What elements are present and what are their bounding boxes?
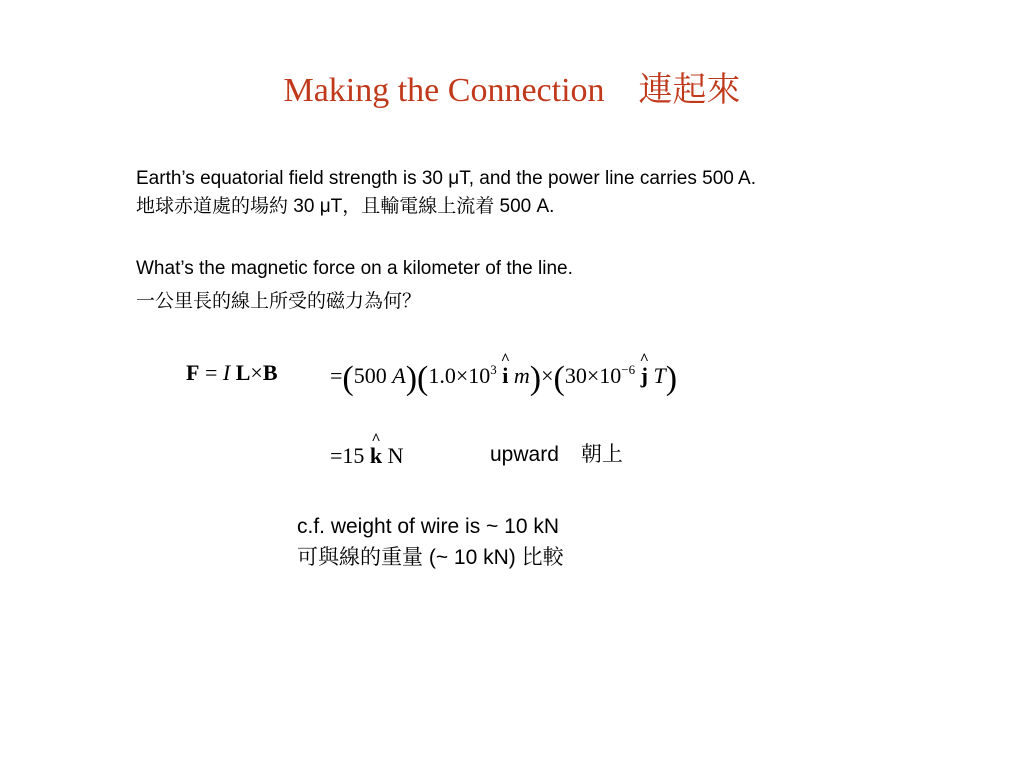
force-result: =15 ^ k N [330, 443, 404, 469]
given-text-en: Earth’s equatorial field strength is 30 μT, and the power line carries 500 A. [136, 168, 757, 189]
comparison-text-en: c.f. weight of wire is ~ 10 kN [297, 515, 560, 538]
i-hat-vector: ^ i [502, 363, 508, 389]
question-text-en: What’s the magnetic force on a kilometer of the line. [136, 258, 573, 279]
comparison-text-zh: 可與線的重量 (~ 10 kN) 比較 [297, 546, 564, 569]
force-formula: F = I L×B [186, 360, 278, 385]
j-hat-vector: ^ j [641, 363, 648, 389]
force-substitution: =(500 $A)(1.0\times 10^3$ ^ i $m)\times(30\times 10^{-6}$ ^ j T) [330, 360, 677, 398]
slide-title: Making the Connection 連起來 [283, 72, 741, 109]
question-text-zh: 一公里長的線上所受的磁力為何？ [136, 291, 422, 312]
given-text-zh: 地球赤道處的場約 30 μT，且輸電線上流着 500 A. [136, 196, 555, 217]
result-direction: upward 朝上 [490, 443, 623, 466]
k-hat-vector: ^ k [370, 443, 382, 469]
